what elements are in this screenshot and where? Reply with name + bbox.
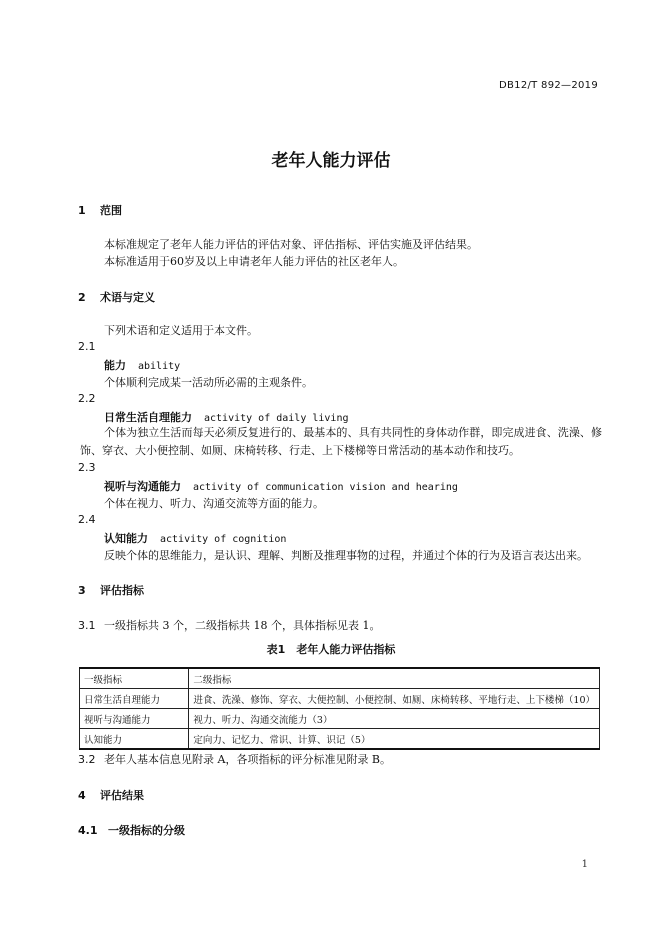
term-cognition (104, 530, 286, 546)
table-header-row (80, 668, 600, 689)
section-title: 范围 (100, 204, 122, 217)
term-definition: 反映个体的思维能力，是认识、理解、判断及推理事物的过程，并通过个体的行为及语言表达出来。 (104, 549, 588, 562)
term-en: ability (138, 361, 181, 372)
table-header-cell: 二级指标 (189, 668, 600, 689)
term-en: activity of communication vision and hearing (193, 482, 458, 493)
term-zh: 日常生活自理能力 (104, 411, 192, 424)
term-zh: 视听与沟通能力 (104, 480, 181, 493)
section-number: 1 (78, 204, 86, 217)
terms-intro: 下列术语和定义适用于本文件。 (104, 324, 258, 337)
section-title: 术语与定义 (100, 291, 155, 304)
term-definition: 个体在视力、听力、沟通交流等方面的能力。 (104, 497, 324, 510)
clause-4-1-heading (78, 822, 185, 838)
assessment-indicator-table (79, 667, 600, 750)
document-code: DB12/T 892—2019 (499, 80, 598, 91)
term-en: activity of daily living (204, 413, 349, 424)
page-number: 1 (581, 859, 588, 870)
table-row (80, 709, 600, 729)
clause-text: 老年人基本信息见附录 A，各项指标的评分标准见附录 B。 (104, 753, 392, 766)
section-number: 2 (78, 291, 86, 304)
section-title: 评估指标 (100, 584, 144, 597)
section-1-heading (78, 202, 122, 218)
scope-paragraph-1: 本标准规定了老年人能力评估的评估对象、评估指标、评估实施及评估结果。 (104, 238, 478, 251)
term-adl (104, 409, 349, 425)
clause-3-2 (78, 751, 391, 767)
table-cell: 认知能力 (80, 729, 189, 750)
page-title: 老年人能力评估 (271, 151, 391, 171)
table-caption: 表1 老年人能力评估指标 (266, 643, 396, 656)
clause-title: 一级指标的分级 (108, 824, 185, 837)
table-row (80, 689, 600, 709)
term-number: 2.1 (78, 340, 96, 353)
term-definition: 个体顺利完成某一活动所必需的主观条件。 (104, 376, 313, 389)
term-definition: 个体为独立生活而每天必须反复进行的、最基本的、具有共同性的身体动作群，即完成进食、洗澡、修饰、穿衣、大小便控制、如厕、床椅转移、行走、上下楼梯等日常活动的基本动作和技巧。 (80, 426, 602, 457)
term-number: 2.3 (78, 461, 96, 474)
term-number: 2.4 (78, 513, 96, 526)
section-4-heading (78, 787, 144, 803)
table-cell: 日常生活自理能力 (80, 689, 189, 709)
clause-3-1 (78, 617, 380, 633)
section-number: 4 (78, 789, 86, 802)
clause-number: 3.1 (78, 619, 96, 632)
term-communication (104, 478, 458, 494)
table-cell: 视力、听力、沟通交流能力（3） (189, 709, 600, 729)
scope-paragraph-2: 本标准适用于60岁及以上申请老年人能力评估的社区老年人。 (104, 255, 404, 268)
clause-number: 3.2 (78, 753, 96, 766)
section-2-heading (78, 289, 155, 305)
table-header-cell: 一级指标 (80, 668, 189, 689)
term-en: activity of cognition (160, 534, 287, 545)
term-ability (104, 357, 180, 373)
term-zh: 能力 (104, 359, 126, 372)
table-cell: 视听与沟通能力 (80, 709, 189, 729)
table-cell: 进食、洗澡、修饰、穿衣、大便控制、小便控制、如厕、床椅转移、平地行走、上下楼梯（10） (189, 689, 600, 709)
section-3-heading (78, 582, 144, 598)
section-number: 3 (78, 584, 86, 597)
term-zh: 认知能力 (104, 532, 148, 545)
term-number: 2.2 (78, 392, 96, 405)
section-title: 评估结果 (100, 789, 144, 802)
clause-text: 一级指标共 3 个，二级指标共 18 个，具体指标见表 1。 (104, 619, 381, 632)
table-row (80, 729, 600, 750)
table-cell: 定向力、记忆力、常识、计算、识记（5） (189, 729, 600, 750)
clause-number: 4.1 (78, 824, 98, 837)
